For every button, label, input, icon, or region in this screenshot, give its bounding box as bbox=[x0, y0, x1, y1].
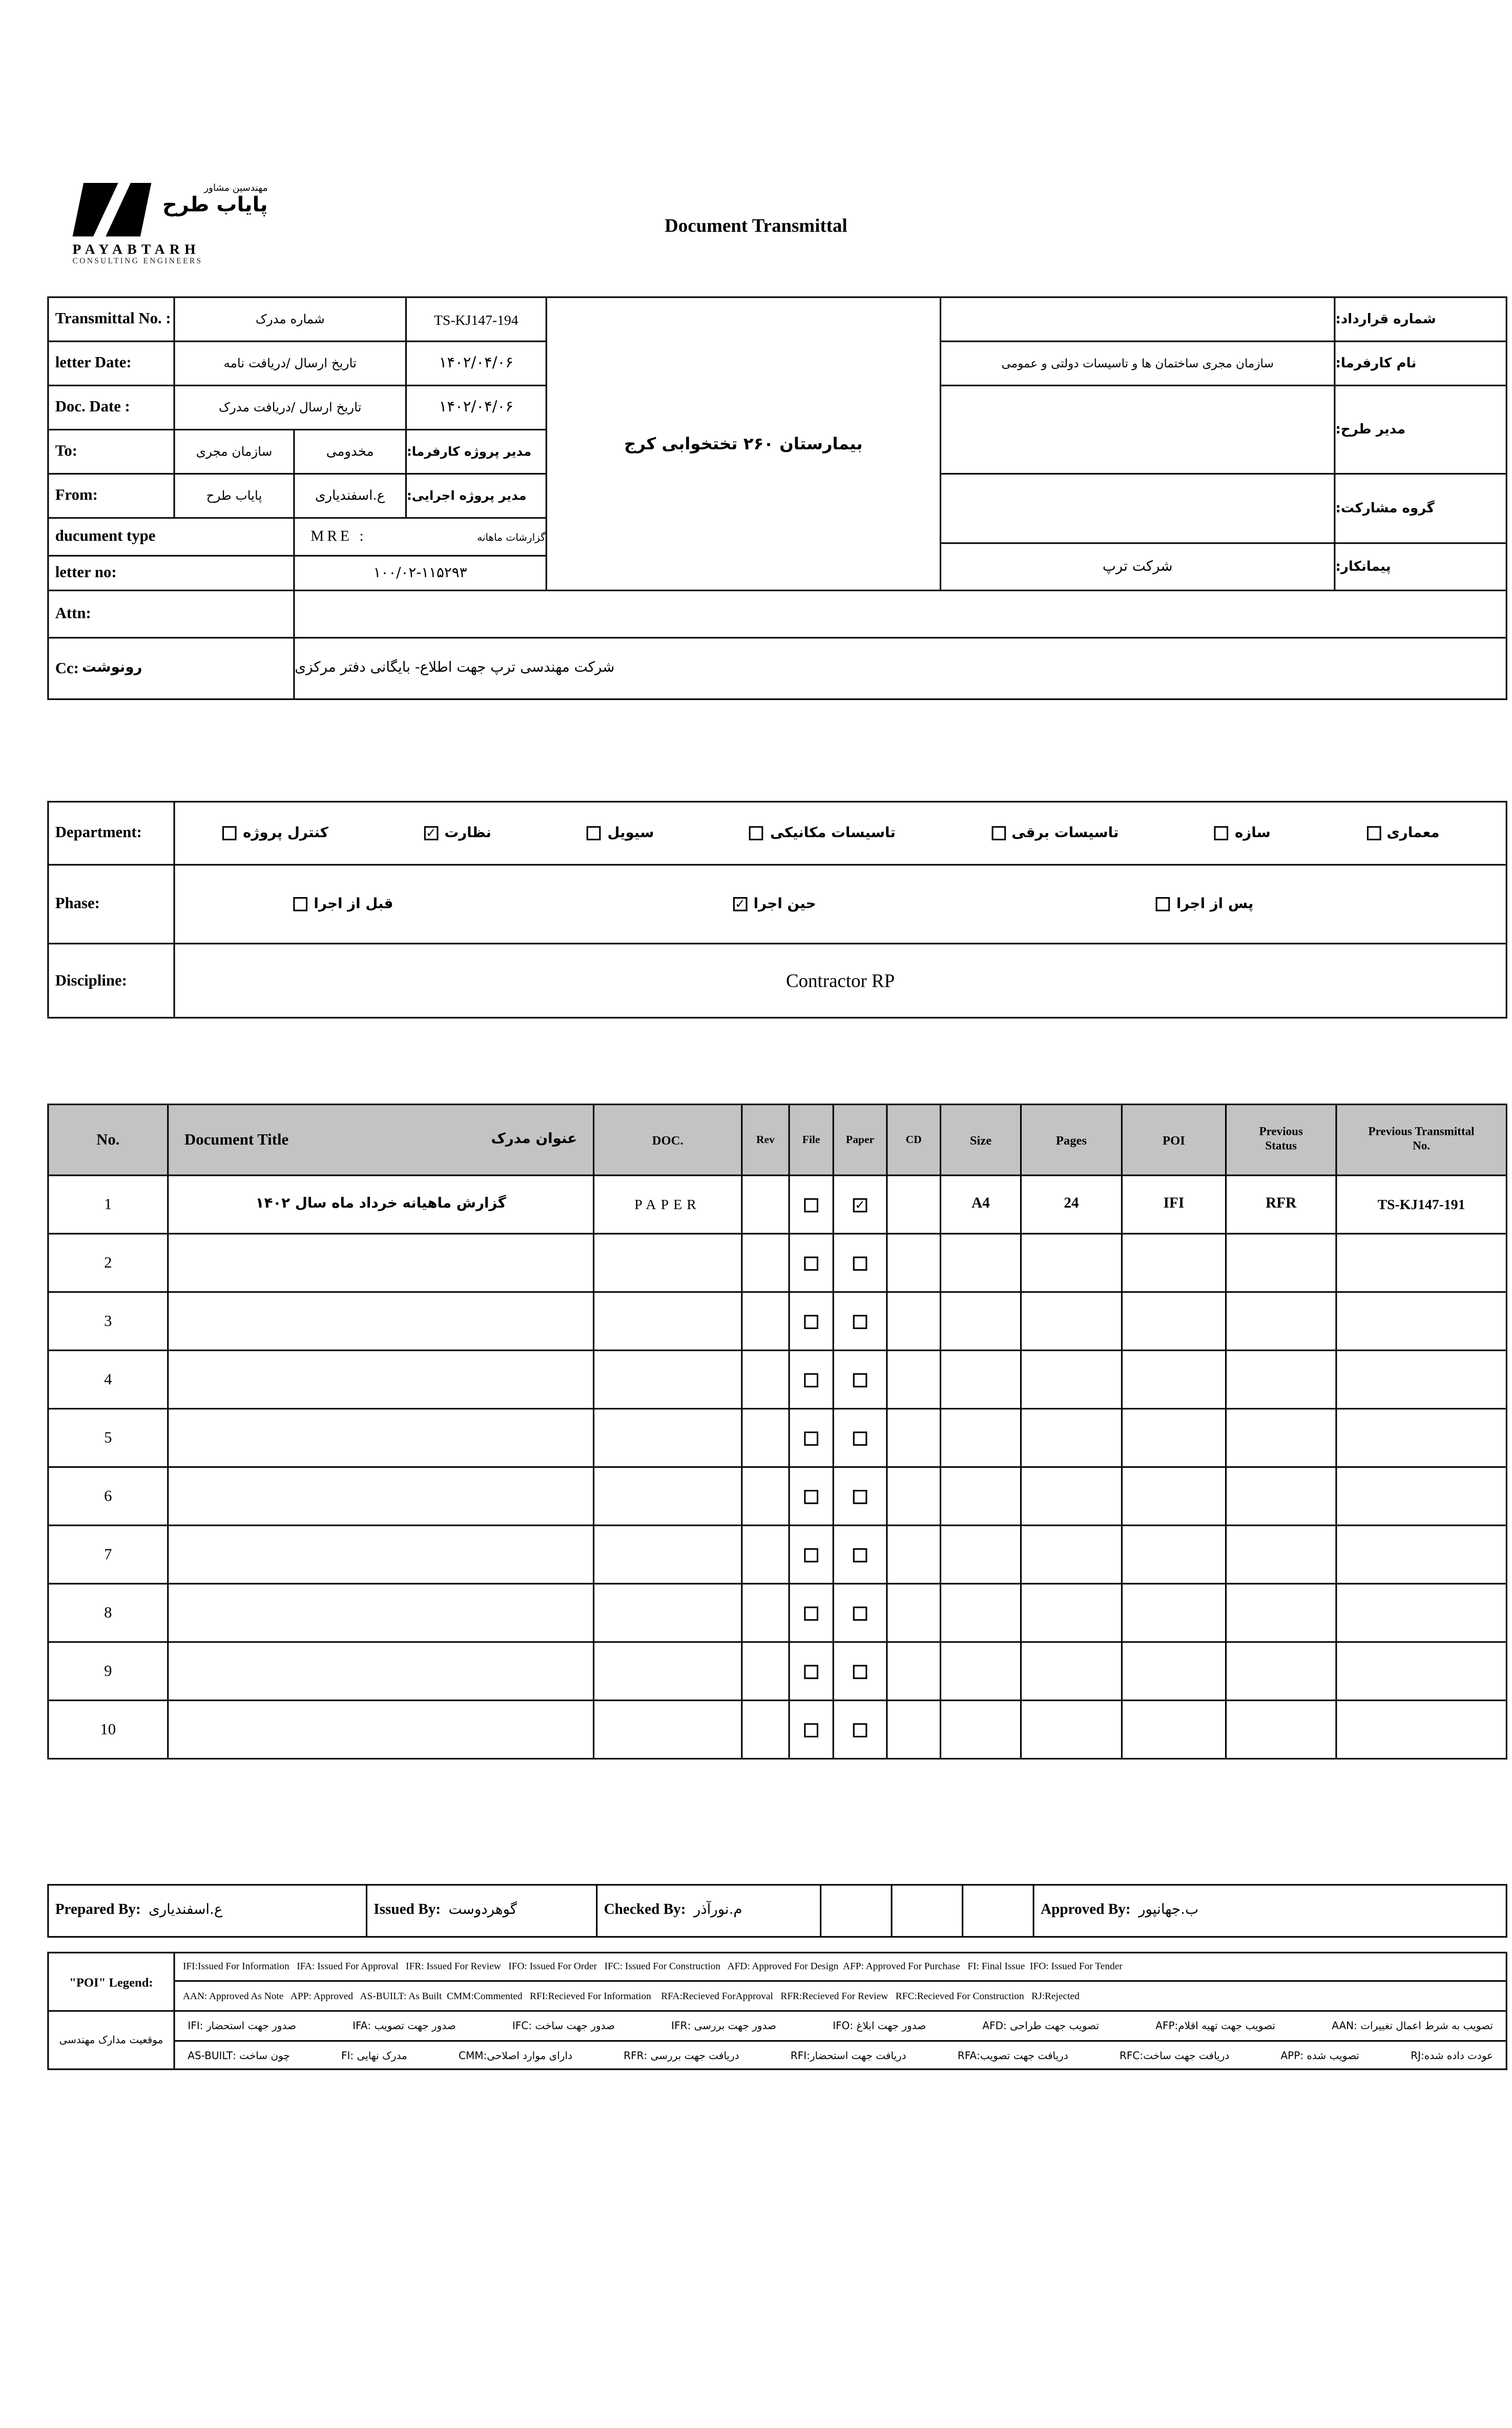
checkbox-icon bbox=[991, 826, 1005, 840]
discipline-value: Contractor RP bbox=[173, 943, 1505, 1017]
cell-pages bbox=[1020, 1583, 1121, 1642]
signature-empty-cell bbox=[891, 1884, 962, 1936]
legend-item: تصویب جهت تهیه اقلام:AFP bbox=[1155, 2019, 1276, 2032]
contractor-label: پیمانکار: bbox=[1334, 543, 1505, 590]
cell-prev-status bbox=[1225, 1233, 1335, 1291]
legend-item: صدور جهت ابلاغ :IFO bbox=[833, 2019, 926, 2032]
department-option bbox=[1214, 825, 1271, 841]
legend-item: صدور جهت تصویب :IFA bbox=[353, 2019, 456, 2032]
table-row bbox=[47, 1175, 1505, 1233]
cell-rev bbox=[741, 1583, 788, 1642]
cell-prev-status bbox=[1225, 1466, 1335, 1525]
cell-prev-transmittal bbox=[1335, 1583, 1505, 1642]
cell-title bbox=[167, 1291, 593, 1350]
legend-en-line1: IFI:Issued For Information IFA: Issued For Approval IFR: Issued For Review IFO: Issued For Order IFC: Issued For Construction AFD: Approved For Design AFP: Approved For Purchase FI: Final Issue IFO: Issued For Tender bbox=[173, 1952, 1505, 1980]
cell-file bbox=[789, 1408, 833, 1466]
table-row bbox=[47, 1291, 1505, 1350]
jv-label: گروه مشارکت: bbox=[1334, 473, 1505, 542]
cell-no: 7 bbox=[47, 1525, 167, 1583]
cell-prev-status bbox=[1225, 1408, 1335, 1466]
cell-pages bbox=[1020, 1233, 1121, 1291]
paper-checkbox bbox=[853, 1489, 867, 1503]
table-row bbox=[47, 1350, 1505, 1408]
legend-item: عودت داده شده:RJ bbox=[1411, 2048, 1494, 2062]
cell-cd bbox=[886, 1466, 940, 1525]
file-checkbox bbox=[804, 1256, 818, 1270]
design-manager-label: مدیر طرح: bbox=[1334, 385, 1505, 473]
issued-by-name: گوهردوست bbox=[448, 1903, 517, 1919]
cell-rev bbox=[741, 1408, 788, 1466]
file-checkbox bbox=[804, 1373, 818, 1387]
table-row bbox=[47, 1583, 1505, 1642]
file-checkbox bbox=[804, 1489, 818, 1503]
department-option bbox=[991, 825, 1119, 841]
paper-checkbox bbox=[853, 1606, 867, 1620]
legend-item: دریافت جهت تصویب:RFA bbox=[957, 2048, 1068, 2062]
cell-doc: PAPER bbox=[593, 1175, 741, 1233]
cell-file bbox=[789, 1641, 833, 1699]
cell-rev bbox=[741, 1350, 788, 1408]
phase-option bbox=[733, 896, 816, 912]
header-title-fa: عنوان مدرک bbox=[491, 1132, 577, 1148]
jv-value bbox=[940, 473, 1334, 542]
issued-by-label: Issued By: bbox=[374, 1903, 441, 1919]
client-value: سازمان مجری ساختمان ها و تاسیسات دولتی و عمومی bbox=[940, 341, 1334, 385]
letter-date-value: ۱۴۰۲/۰۴/۰۶ bbox=[405, 341, 546, 385]
to-value: سازمان مجری bbox=[173, 429, 293, 473]
cell-poi bbox=[1121, 1699, 1225, 1758]
legend-item: دارای موارد اصلاحی:CMM bbox=[458, 2048, 572, 2062]
cell-no: 3 bbox=[47, 1291, 167, 1350]
document-type-note: گزارشات ماهانه bbox=[477, 530, 546, 544]
cell-pages bbox=[1020, 1699, 1121, 1758]
cell-title bbox=[167, 1699, 593, 1758]
department-option bbox=[587, 825, 654, 841]
exec-pm-name: ع.اسفندیاری bbox=[293, 473, 405, 517]
cell-no: 1 bbox=[47, 1175, 167, 1233]
from-label: From: bbox=[47, 473, 173, 517]
file-checkbox bbox=[804, 1431, 818, 1445]
table-row bbox=[47, 1408, 1505, 1466]
paper-checkbox bbox=[853, 1256, 867, 1270]
legend-fa-line2 bbox=[173, 2040, 1505, 2068]
cell-title bbox=[167, 1466, 593, 1525]
cell-poi bbox=[1121, 1641, 1225, 1699]
document-table-body bbox=[47, 1175, 1505, 1758]
file-checkbox bbox=[804, 1547, 818, 1562]
cell-paper bbox=[833, 1408, 886, 1466]
cell-paper bbox=[833, 1350, 886, 1408]
cell-doc bbox=[593, 1699, 741, 1758]
file-checkbox bbox=[804, 1664, 818, 1678]
page-title: Document Transmittal bbox=[665, 214, 847, 237]
discipline-label: Discipline: bbox=[47, 943, 173, 1017]
project-name: بیمارستان ۲۶۰ تختخوابی کرج bbox=[546, 297, 940, 590]
cell-paper bbox=[833, 1291, 886, 1350]
cell-doc bbox=[593, 1408, 741, 1466]
cell-prev-transmittal bbox=[1335, 1641, 1505, 1699]
cell-paper bbox=[833, 1525, 886, 1583]
cell-prev-transmittal bbox=[1335, 1291, 1505, 1350]
cell-paper bbox=[833, 1233, 886, 1291]
header-previous-status: Previous Status bbox=[1225, 1104, 1335, 1174]
cell-cd bbox=[886, 1291, 940, 1350]
paper-checkbox bbox=[853, 1314, 867, 1329]
cell-size bbox=[940, 1583, 1020, 1642]
header-no: No. bbox=[47, 1104, 167, 1174]
client-pm-label: مدیر پروژه کارفرما: bbox=[405, 429, 546, 473]
cell-title: گزارش ماهیانه خرداد ماه سال ۱۴۰۲ bbox=[167, 1175, 593, 1233]
cell-prev-status bbox=[1225, 1350, 1335, 1408]
cell-poi bbox=[1121, 1233, 1225, 1291]
contract-no-value bbox=[940, 297, 1334, 341]
cell-size bbox=[940, 1699, 1020, 1758]
cell-no: 4 bbox=[47, 1350, 167, 1408]
cell-cd bbox=[886, 1350, 940, 1408]
cell-prev-transmittal bbox=[1335, 1233, 1505, 1291]
cell-title bbox=[167, 1583, 593, 1642]
cell-size bbox=[940, 1350, 1020, 1408]
document-type-value: MRE : bbox=[310, 529, 367, 545]
legend-item: دریافت جهت ساخت:RFC bbox=[1119, 2048, 1230, 2062]
file-checkbox bbox=[804, 1723, 818, 1737]
table-row bbox=[47, 1525, 1505, 1583]
cell-rev bbox=[741, 1466, 788, 1525]
cell-rev bbox=[741, 1525, 788, 1583]
cell-poi bbox=[1121, 1350, 1225, 1408]
document-type-label: ducument type bbox=[47, 517, 293, 555]
checkbox-icon bbox=[293, 897, 307, 911]
cell-prev-transmittal bbox=[1335, 1525, 1505, 1583]
paper-checkbox bbox=[853, 1547, 867, 1562]
cell-file bbox=[789, 1233, 833, 1291]
cell-pages bbox=[1020, 1466, 1121, 1525]
phase-label: Phase: bbox=[47, 864, 173, 943]
legend-item: مدرک نهایی :FI bbox=[341, 2048, 407, 2062]
cell-file bbox=[789, 1583, 833, 1642]
cell-prev-status bbox=[1225, 1583, 1335, 1642]
cell-size bbox=[940, 1525, 1020, 1583]
document-table-header bbox=[47, 1104, 1505, 1174]
logo-name-en: PAYABTARH bbox=[72, 241, 200, 257]
department-option-label: سیویل bbox=[607, 825, 654, 841]
cell-doc bbox=[593, 1350, 741, 1408]
paper-checkbox: ✓ bbox=[853, 1197, 867, 1212]
checkbox-icon: ✓ bbox=[733, 897, 748, 911]
department-option-label: معماری bbox=[1386, 825, 1440, 841]
cell-size bbox=[940, 1233, 1020, 1291]
cell-pages bbox=[1020, 1525, 1121, 1583]
cell-rev bbox=[741, 1699, 788, 1758]
department-option-label: تاسیسات برقی bbox=[1011, 825, 1119, 841]
cell-title bbox=[167, 1525, 593, 1583]
cell-rev bbox=[741, 1291, 788, 1350]
cell-pages bbox=[1020, 1641, 1121, 1699]
header-rev: Rev bbox=[741, 1104, 788, 1174]
cell-doc bbox=[593, 1466, 741, 1525]
cell-cd bbox=[886, 1525, 940, 1583]
header-title-en: Document Title bbox=[184, 1131, 289, 1149]
header-poi: POI bbox=[1121, 1104, 1225, 1174]
cell-doc bbox=[593, 1583, 741, 1642]
legend-item: دریافت جهت استحضار:RFI bbox=[790, 2048, 906, 2062]
cell-doc bbox=[593, 1641, 741, 1699]
cell-doc bbox=[593, 1233, 741, 1291]
document-table bbox=[47, 1104, 1507, 1759]
logo-name-fa: پایاب طرح bbox=[162, 194, 268, 218]
cell-poi bbox=[1121, 1583, 1225, 1642]
cell-rev bbox=[741, 1641, 788, 1699]
cell-poi bbox=[1121, 1466, 1225, 1525]
cell-prev-status bbox=[1225, 1641, 1335, 1699]
checked-by-name: م.نورآذر bbox=[693, 1903, 742, 1919]
cell-cd bbox=[886, 1641, 940, 1699]
legend-item: تصویب جهت طراحی :AFD bbox=[982, 2019, 1100, 2032]
prepared-by-label: Prepared By: bbox=[55, 1903, 141, 1919]
cell-prev-status: RFR bbox=[1225, 1175, 1335, 1233]
department-option-label: سازه bbox=[1234, 825, 1271, 841]
cell-pages bbox=[1020, 1408, 1121, 1466]
cell-poi bbox=[1121, 1408, 1225, 1466]
cell-paper bbox=[833, 1466, 886, 1525]
phase-option bbox=[1156, 896, 1253, 912]
cell-file bbox=[789, 1350, 833, 1408]
file-checkbox bbox=[804, 1197, 818, 1212]
cell-cd bbox=[886, 1408, 940, 1466]
table-row bbox=[47, 1699, 1505, 1758]
legend-fa-line1 bbox=[173, 2010, 1505, 2040]
transmittal-no-value: TS-KJ147-194 bbox=[405, 297, 546, 341]
paper-checkbox bbox=[853, 1373, 867, 1387]
legend-item: دریافت جهت بررسی :RFR bbox=[624, 2048, 739, 2062]
poi-legend-label: "POI" Legend: bbox=[47, 1952, 173, 2010]
cell-pages: 24 bbox=[1020, 1175, 1121, 1233]
cell-file bbox=[789, 1466, 833, 1525]
transmittal-no-label-en: Transmittal No. : bbox=[47, 297, 173, 341]
department-option bbox=[750, 825, 896, 841]
cell-cd bbox=[886, 1233, 940, 1291]
legend-fa-label: موقعیت مدارک مهندسی bbox=[47, 2010, 173, 2068]
cell-size bbox=[940, 1641, 1020, 1699]
cell-prev-status bbox=[1225, 1699, 1335, 1758]
table-row bbox=[47, 1233, 1505, 1291]
attn-label: Attn: bbox=[47, 590, 293, 637]
cc-label-en: Cc: bbox=[55, 659, 79, 677]
department-option-label: تاسیسات مکانیکی bbox=[770, 825, 896, 841]
attn-value bbox=[293, 590, 1505, 637]
cell-doc bbox=[593, 1291, 741, 1350]
classification-table bbox=[47, 801, 1507, 1019]
table-row bbox=[47, 1641, 1505, 1699]
letter-date-label-fa: تاریخ ارسال /دریافت نامه bbox=[173, 341, 405, 385]
cell-no: 6 bbox=[47, 1466, 167, 1525]
transmittal-info-table bbox=[47, 297, 1507, 700]
cell-paper bbox=[833, 1641, 886, 1699]
exec-pm-label: مدیر پروژه اجرایی: bbox=[405, 473, 546, 517]
cell-size bbox=[940, 1408, 1020, 1466]
cell-file bbox=[789, 1699, 833, 1758]
department-option bbox=[424, 825, 491, 841]
phase-option bbox=[293, 896, 393, 912]
logo-tagline: مهندسین مشاور bbox=[204, 182, 268, 194]
cell-cd bbox=[886, 1583, 940, 1642]
cell-size: A4 bbox=[940, 1175, 1020, 1233]
cell-no: 8 bbox=[47, 1583, 167, 1642]
legend-item: صدور جهت استحضار :IFI bbox=[188, 2019, 296, 2032]
client-pm-name: مخدومی bbox=[293, 429, 405, 473]
cell-no: 9 bbox=[47, 1641, 167, 1699]
design-manager-value bbox=[940, 385, 1334, 473]
cell-file bbox=[789, 1175, 833, 1233]
cell-prev-transmittal bbox=[1335, 1408, 1505, 1466]
cell-prev-transmittal: TS-KJ147-191 bbox=[1335, 1175, 1505, 1233]
logo-subtitle: CONSULTING ENGINEERS bbox=[72, 258, 203, 267]
phase-options bbox=[173, 864, 1505, 943]
doc-date-value: ۱۴۰۲/۰۴/۰۶ bbox=[405, 385, 546, 429]
cell-cd bbox=[886, 1175, 940, 1233]
cell-title bbox=[167, 1350, 593, 1408]
checkbox-icon bbox=[1366, 826, 1380, 840]
cell-rev bbox=[741, 1175, 788, 1233]
letter-no-value: ۱۰۰/۰۲-۱۱۵۲۹۳ bbox=[293, 555, 545, 590]
header-pages: Pages bbox=[1020, 1104, 1121, 1174]
phase-option-label: حین اجرا bbox=[753, 896, 816, 912]
department-options bbox=[173, 801, 1505, 864]
to-label: To: bbox=[47, 429, 173, 473]
cell-prev-transmittal bbox=[1335, 1350, 1505, 1408]
checkbox-icon bbox=[222, 826, 237, 840]
contract-no-label: شماره قرارداد: bbox=[1334, 297, 1505, 341]
cell-poi: IFI bbox=[1121, 1175, 1225, 1233]
checkbox-icon bbox=[587, 826, 601, 840]
cell-pages bbox=[1020, 1350, 1121, 1408]
client-label: نام کارفرما: bbox=[1334, 341, 1505, 385]
header-file: File bbox=[789, 1104, 833, 1174]
prepared-by-name: ع.اسفندیاری bbox=[149, 1903, 223, 1919]
legend-table bbox=[47, 1952, 1507, 2070]
cell-prev-transmittal bbox=[1335, 1699, 1505, 1758]
cell-file bbox=[789, 1291, 833, 1350]
legend-item: چون ساخت :AS-BUILT bbox=[188, 2048, 290, 2062]
signature-empty-cell bbox=[962, 1884, 1032, 1936]
cell-no: 5 bbox=[47, 1408, 167, 1466]
cell-size bbox=[940, 1291, 1020, 1350]
cell-pages bbox=[1020, 1291, 1121, 1350]
legend-item: تصویب به شرط اعمال تغییرات :AAN bbox=[1332, 2019, 1494, 2032]
cell-no: 2 bbox=[47, 1233, 167, 1291]
cell-prev-status bbox=[1225, 1525, 1335, 1583]
approved-by-label: Approved By: bbox=[1040, 1903, 1131, 1919]
department-option bbox=[1366, 825, 1439, 841]
cc-label-fa: رونوشت bbox=[82, 660, 142, 677]
legend-item: صدور جهت بررسی :IFR bbox=[671, 2019, 777, 2032]
cell-paper bbox=[833, 1175, 886, 1233]
from-value: پایاب طرح bbox=[173, 473, 293, 517]
phase-option-label: قبل از اجرا bbox=[314, 896, 393, 912]
cell-paper bbox=[833, 1699, 886, 1758]
file-checkbox bbox=[804, 1606, 818, 1620]
legend-item: تصویب شده :APP bbox=[1280, 2048, 1360, 2062]
legend-item: صدور جهت ساخت :IFC bbox=[512, 2019, 615, 2032]
cell-title bbox=[167, 1408, 593, 1466]
phase-option-label: پس از اجرا bbox=[1176, 896, 1254, 912]
letter-no-label: letter no: bbox=[47, 555, 293, 590]
department-option-label: کنترل پروژه bbox=[243, 825, 328, 841]
file-checkbox bbox=[804, 1314, 818, 1329]
checkbox-icon bbox=[1156, 897, 1170, 911]
cell-poi bbox=[1121, 1291, 1225, 1350]
table-row bbox=[47, 1466, 1505, 1525]
cell-rev bbox=[741, 1233, 788, 1291]
cc-value: شرکت مهندسی ترپ جهت اطلاع- بایگانی دفتر مرکزی bbox=[293, 637, 1505, 698]
doc-date-label-fa: تاریخ ارسال /دریافت مدرک bbox=[173, 385, 405, 429]
checkbox-icon bbox=[1214, 826, 1229, 840]
doc-date-label-en: Doc. Date : bbox=[47, 385, 173, 429]
transmittal-no-label-fa: شماره مدرک bbox=[173, 297, 405, 341]
legend-en-line2: AAN: Approved As Note APP: Approved AS-BUILT: As Built CMM:Commented RFI:Recieved For Information RFA:Recieved ForApproval RFR:Recieved For Review RFC:Recieved For Construction RJ:Rejected bbox=[173, 1980, 1505, 2010]
paper-checkbox bbox=[853, 1723, 867, 1737]
checked-by-label: Checked By: bbox=[604, 1903, 686, 1919]
header-doc: DOC. bbox=[593, 1104, 741, 1174]
cell-no: 10 bbox=[47, 1699, 167, 1758]
cell-file bbox=[789, 1525, 833, 1583]
signature-row bbox=[47, 1884, 1507, 1938]
cell-doc bbox=[593, 1525, 741, 1583]
cell-poi bbox=[1121, 1525, 1225, 1583]
department-label: Department: bbox=[47, 801, 173, 864]
header-paper: Paper bbox=[833, 1104, 886, 1174]
paper-checkbox bbox=[853, 1664, 867, 1678]
header-previous-transmittal: Previous Transmittal No. bbox=[1335, 1104, 1505, 1174]
signature-empty-cell bbox=[820, 1884, 890, 1936]
department-option bbox=[222, 825, 328, 841]
department-option-label: نظارت bbox=[444, 825, 491, 841]
cell-size bbox=[940, 1466, 1020, 1525]
checkbox-icon: ✓ bbox=[424, 826, 438, 840]
cell-paper bbox=[833, 1583, 886, 1642]
cell-prev-status bbox=[1225, 1291, 1335, 1350]
contractor-value: شرکت ترپ bbox=[940, 543, 1334, 590]
header-cd: CD bbox=[886, 1104, 940, 1174]
letter-date-label-en: letter Date: bbox=[47, 341, 173, 385]
cell-cd bbox=[886, 1699, 940, 1758]
paper-checkbox bbox=[853, 1431, 867, 1445]
checkbox-icon bbox=[750, 826, 764, 840]
cell-prev-transmittal bbox=[1335, 1466, 1505, 1525]
cell-title bbox=[167, 1233, 593, 1291]
cell-title bbox=[167, 1641, 593, 1699]
approved-by-name: ب.جهانپور bbox=[1138, 1903, 1199, 1919]
header-size: Size bbox=[940, 1104, 1020, 1174]
